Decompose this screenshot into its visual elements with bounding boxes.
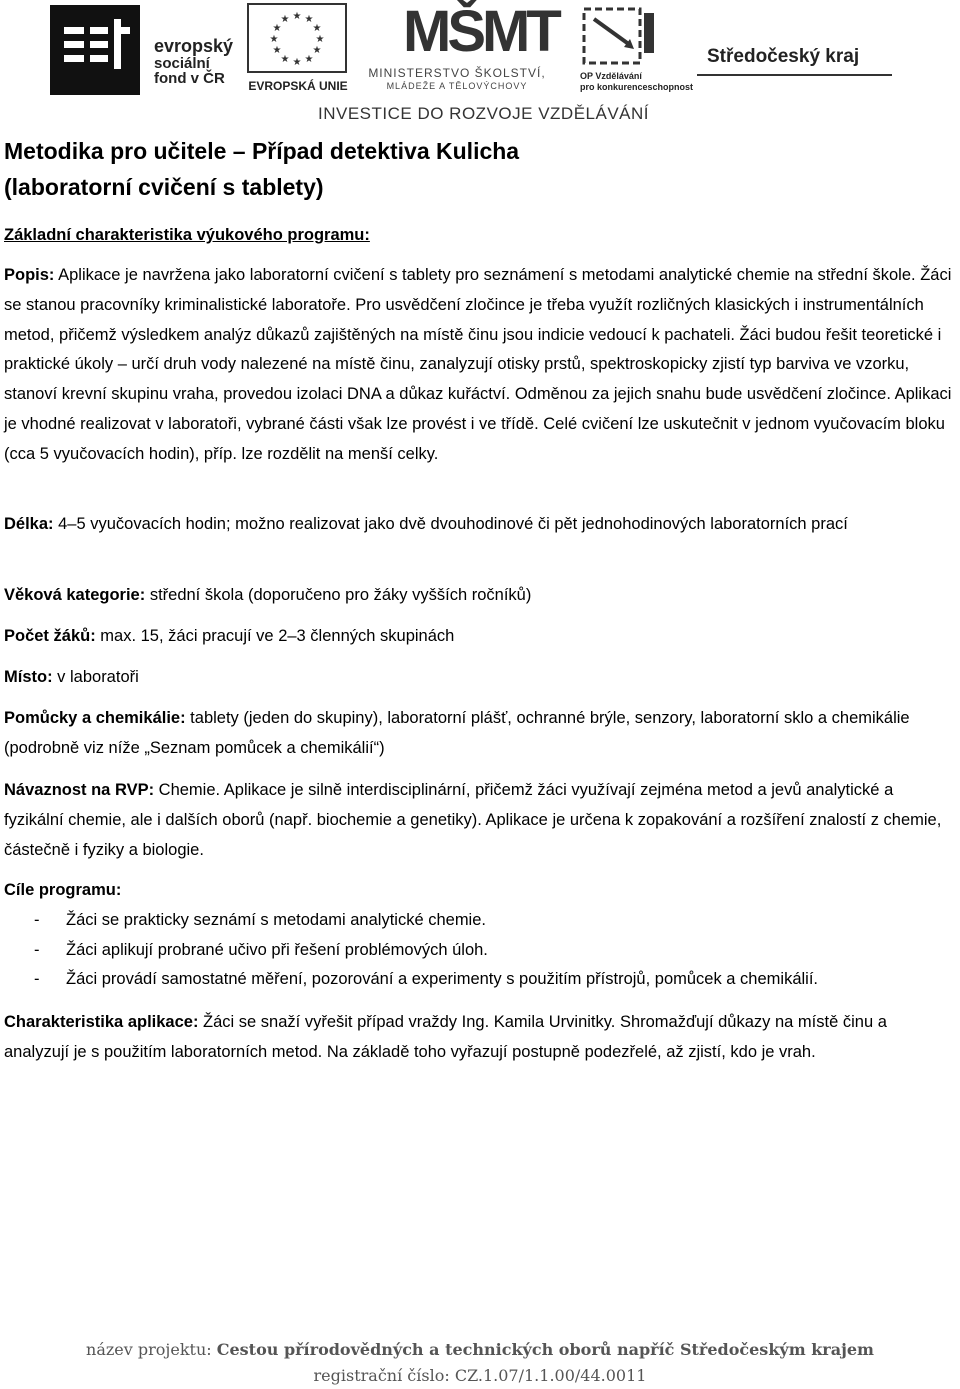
list-item — [4, 936, 956, 966]
charakteristika-text: Žáci se snaží vyřešit případ vraždy Ing. Kamila Urvinitky. Shromažďují důkazy na místě činu a analyzují je s použitím laboratorních metod. Na základě toho vyřazují postupně podezřelé, až zjistí, kdo je vrah. — [4, 1013, 887, 1061]
svg-text:★: ★ — [280, 54, 290, 65]
eu-stars-icon — [249, 5, 345, 71]
popis-text: Aplikace je navržena jako laboratorní cvičení s tablety pro seznámení s metodami analytické chemie na střední škole. Žáci se stanou pracovníky kriminalistické laboratoře. Pro usvědčení zločince je třeba využít rozličných klasických i instrumentálních metod, přičemž výsledkem analýz důkazů zajištěných na místě činu jsou indicie vedoucí k pachateli. Žáci budou řešit teoretické i praktické úkoly – určí druh vody nalezené na místě činu, zanalyzují otisky prstů, spektroskopicky zjistí typ barviva ve vzorku, stanoví krevní skupinu vraha, provedou izolaci DNA a důkaz kuřáctví. Odměnou za jejich snahu bude usvědčení zločince. Aplikaci je vhodné realizovat v laboratoři, vybrané části však lze provést i ve třídě. Celé cvičení lze uskutečnit v jednom vyučovacím bloku (cca 5 vyučovacích hodin), příp. lze rozdělit na menší celky. — [4, 266, 952, 463]
investice-slogan: INVESTICE DO ROZVOJE VZDĚLÁVÁNÍ — [318, 104, 650, 123]
msmt-logo — [357, 0, 558, 95]
msmt-mark: MŠMT — [403, 0, 558, 64]
navaznost-text: Chemie. Aplikace je silně interdisciplinární, přičemž žáci využívají zejména metod a jevů analytické a fyzikální chemie, ale i dalších oborů (např. biochemie a genetiky). Aplikace je určena k zopakování a rozšíření znalostí z chemie, částečně i fyziky a biologie. — [4, 781, 942, 859]
opvk-text — [580, 71, 693, 93]
eu-logo — [243, 3, 353, 95]
goal-text-1: Žáci se prakticky seznámí s metodami analytické chemie. — [66, 910, 486, 929]
pomucky-label: Pomůcky a chemikálie: — [4, 709, 186, 727]
bullet-dash: - — [34, 940, 40, 959]
bullet-dash: - — [34, 970, 40, 989]
cile-section — [4, 876, 956, 995]
pocet-text: max. 15, žáci pracují ve 2–3 členných skupinách — [95, 627, 455, 645]
stredocesky-kraj-underline — [697, 74, 892, 76]
delka-text: 4–5 vyučovacích hodin; možno realizovat jako dvě dvouhodinové či pět jednohodinových laboratorních prací — [53, 515, 848, 533]
footer-project-name: Cestou přírodovědných a technických oborů napříč Středočeským krajem — [216, 1340, 874, 1359]
document-title — [4, 133, 519, 205]
svg-text:★: ★ — [292, 11, 302, 22]
opvk-logo — [580, 5, 694, 95]
esf-text — [154, 36, 234, 87]
goal-text-3: Žáci provádí samostatné měření, pozorování a experimenty s použitím přístrojů, pomůcek a chemikálií. — [66, 970, 818, 989]
page-footer — [0, 1337, 960, 1389]
svg-text:★: ★ — [280, 14, 290, 25]
esf-logo — [50, 5, 235, 95]
opvk-line-2: pro konkurenceschopnost — [580, 82, 694, 92]
esf-line-1: evropský — [154, 36, 234, 56]
svg-text:★: ★ — [312, 23, 322, 34]
section-heading: Základní charakteristika výukového programu: — [4, 226, 370, 244]
stredocesky-kraj-logo — [697, 40, 897, 80]
cile-list — [4, 906, 956, 995]
pomucky-text: tablety (jeden do skupiny), laboratorní plášť, ochranné brýle, senzory, laboratorní sklo a chemikálie (podrobně viz níže „Seznam pomůcek a chemikálií“) — [4, 709, 910, 757]
list-item — [4, 965, 956, 995]
misto-paragraph — [4, 663, 956, 693]
navaznost-paragraph — [4, 776, 956, 865]
footer-project-label: název projektu: — [86, 1340, 217, 1359]
svg-text:★: ★ — [292, 57, 302, 68]
footer-project-line — [0, 1337, 960, 1363]
svg-text:★: ★ — [272, 45, 282, 56]
stredocesky-kraj-label: Středočeský kraj — [707, 46, 860, 67]
title-line-2: (laboratorní cvičení s tablety) — [4, 174, 324, 200]
msmt-line-2: MLÁDEŽE A TĚLOVÝCHOVY — [386, 81, 528, 91]
svg-text:★: ★ — [269, 34, 279, 45]
opvk-line-1: OP Vzdělávání — [580, 71, 642, 81]
vekova-label: Věková kategorie: — [4, 586, 146, 604]
svg-text:★: ★ — [272, 23, 282, 34]
svg-text:★: ★ — [304, 14, 314, 25]
opvk-square-icon — [580, 5, 658, 67]
vekova-text: střední škola (doporučeno pro žáky vyšších ročníků) — [145, 586, 532, 604]
delka-label: Délka: — [4, 515, 54, 533]
pocet-paragraph — [4, 622, 956, 652]
footer-registration: registrační číslo: CZ.1.07/1.1.00/44.0011 — [313, 1366, 647, 1385]
delka-paragraph — [4, 510, 956, 540]
pomucky-paragraph — [4, 704, 956, 764]
popis-label: Popis: — [4, 266, 55, 284]
esf-line-2: sociální — [154, 55, 210, 72]
bullet-dash: - — [34, 910, 40, 929]
esf-mark — [50, 5, 140, 95]
svg-text:★: ★ — [315, 34, 325, 45]
popis-paragraph — [4, 261, 956, 470]
title-line-1: Metodika pro učitele – Případ detektiva Kulicha — [4, 138, 520, 164]
logo-band — [0, 0, 960, 130]
goal-text-2: Žáci aplikují probrané učivo při řešení problémových úloh. — [66, 940, 488, 959]
esf-line-3: fond v ČR — [154, 70, 225, 87]
pocet-label: Počet žáků: — [4, 627, 96, 645]
vekova-paragraph — [4, 581, 956, 611]
misto-label: Místo: — [4, 668, 53, 686]
opvk-mark — [580, 5, 658, 67]
svg-text:★: ★ — [304, 54, 314, 65]
charakteristika-paragraph — [4, 1008, 956, 1068]
misto-text: v laboratoři — [52, 668, 139, 686]
list-item — [4, 906, 956, 936]
cile-label: Cíle programu: — [4, 881, 122, 899]
eu-label: EVROPSKÁ UNIE — [248, 79, 348, 93]
svg-text:★: ★ — [312, 45, 322, 56]
eu-flag — [247, 3, 347, 73]
msmt-line-1: MINISTERSTVO ŠKOLSTVÍ, — [368, 66, 546, 80]
charakteristika-label: Charakteristika aplikace: — [4, 1013, 199, 1031]
navaznost-label: Návaznost na RVP: — [4, 781, 155, 799]
esf-mark-graphic — [50, 5, 140, 95]
